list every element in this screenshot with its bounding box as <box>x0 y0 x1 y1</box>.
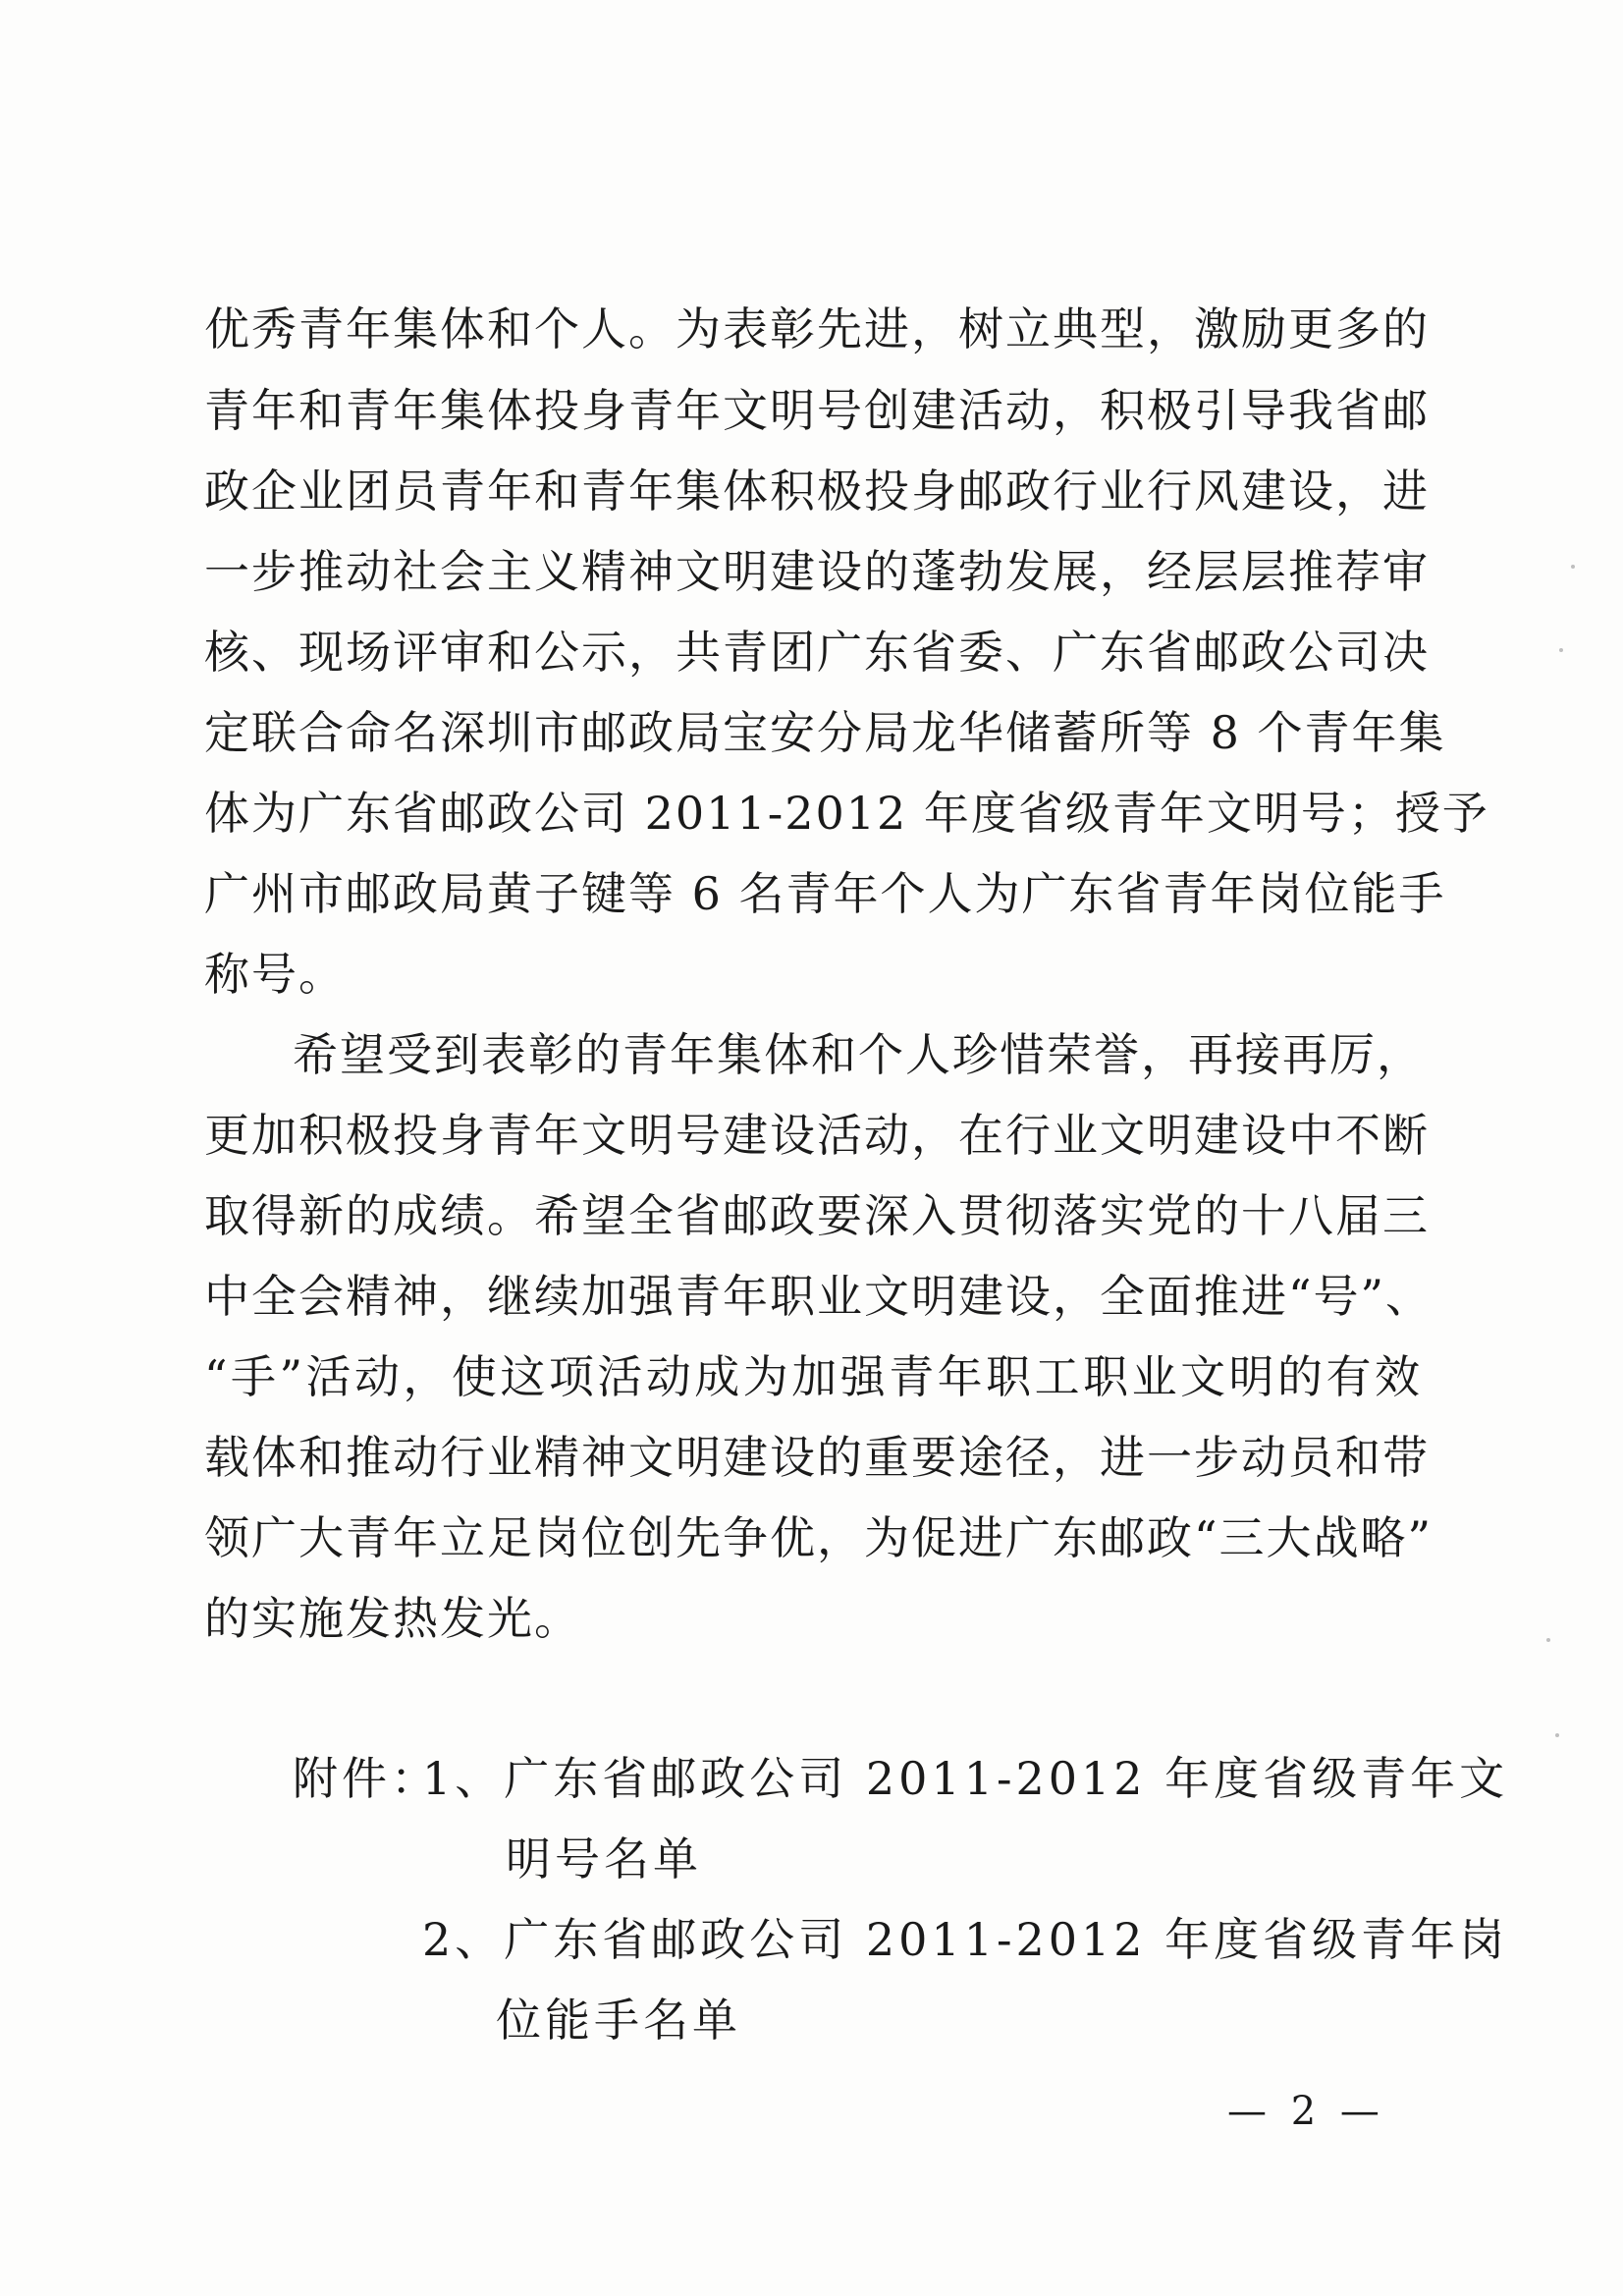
attachment-2-line-1: 2、广东省邮政公司 2011-2012 年度省级青年岗 <box>422 1913 1509 1966</box>
paragraph-1-line-3: 政企业团员青年和青年集体积极投身邮政行业行风建设，进 <box>204 465 1430 518</box>
paragraph-1-line-5: 核、现场评审和公示，共青团广东省委、广东省邮政公司决 <box>204 626 1430 679</box>
paragraph-2-line-1: 希望受到表彰的青年集体和个人珍惜荣誉，再接再厉， <box>293 1028 1424 1081</box>
paragraph-1-line-9: 称号。 <box>204 948 346 1001</box>
paragraph-2-line-6: 载体和推动行业精神文明建设的重要途径，进一步动员和带 <box>204 1431 1430 1484</box>
attachment-1-line-1: 1、广东省邮政公司 2011-2012 年度省级青年文 <box>422 1752 1509 1805</box>
paragraph-2-line-3: 取得新的成绩。希望全省邮政要深入贯彻落实党的十八届三 <box>204 1189 1430 1242</box>
paragraph-2-line-2: 更加积极投身青年文明号建设活动，在行业文明建设中不断 <box>204 1109 1430 1162</box>
paragraph-1-line-7: 体为广东省邮政公司 2011-2012 年度省级青年文明号；授予 <box>204 787 1489 840</box>
paragraph-1-line-2: 青年和青年集体投身青年文明号创建活动，积极引导我省邮 <box>204 384 1430 437</box>
scan-speck <box>1555 1733 1559 1737</box>
scan-speck <box>1559 648 1563 652</box>
paragraph-1-line-8: 广州市邮政局黄子键等 6 名青年个人为广东省青年岗位能手 <box>204 867 1446 920</box>
attachment-2-line-2: 位能手名单 <box>496 1994 741 2047</box>
page-number: — 2 — <box>1227 2089 1385 2134</box>
paragraph-2-line-7: 领广大青年立足岗位创先争优，为促进广东邮政“三大战略” <box>204 1511 1434 1564</box>
paragraph-2-line-4: 中全会精神，继续加强青年职业文明建设，全面推进“号”、 <box>204 1270 1434 1323</box>
paragraph-1-line-6: 定联合命名深圳市邮政局宝安分局龙华储蓄所等 8 个青年集 <box>204 706 1446 759</box>
paragraph-2-line-5: “手”活动，使这项活动成为加强青年职工职业文明的有效 <box>204 1350 1422 1403</box>
paragraph-1-line-4: 一步推动社会主义精神文明建设的蓬勃发展，经层层推荐审 <box>204 545 1430 598</box>
paragraph-1-line-1: 优秀青年集体和个人。为表彰先进，树立典型，激励更多的 <box>204 302 1430 355</box>
attachments-label: 附件： <box>293 1752 440 1805</box>
paragraph-2-line-8: 的实施发热发光。 <box>204 1592 581 1645</box>
scan-speck <box>1571 565 1575 569</box>
attachment-1-line-2: 明号名单 <box>506 1832 702 1886</box>
scan-speck <box>1546 1638 1550 1642</box>
